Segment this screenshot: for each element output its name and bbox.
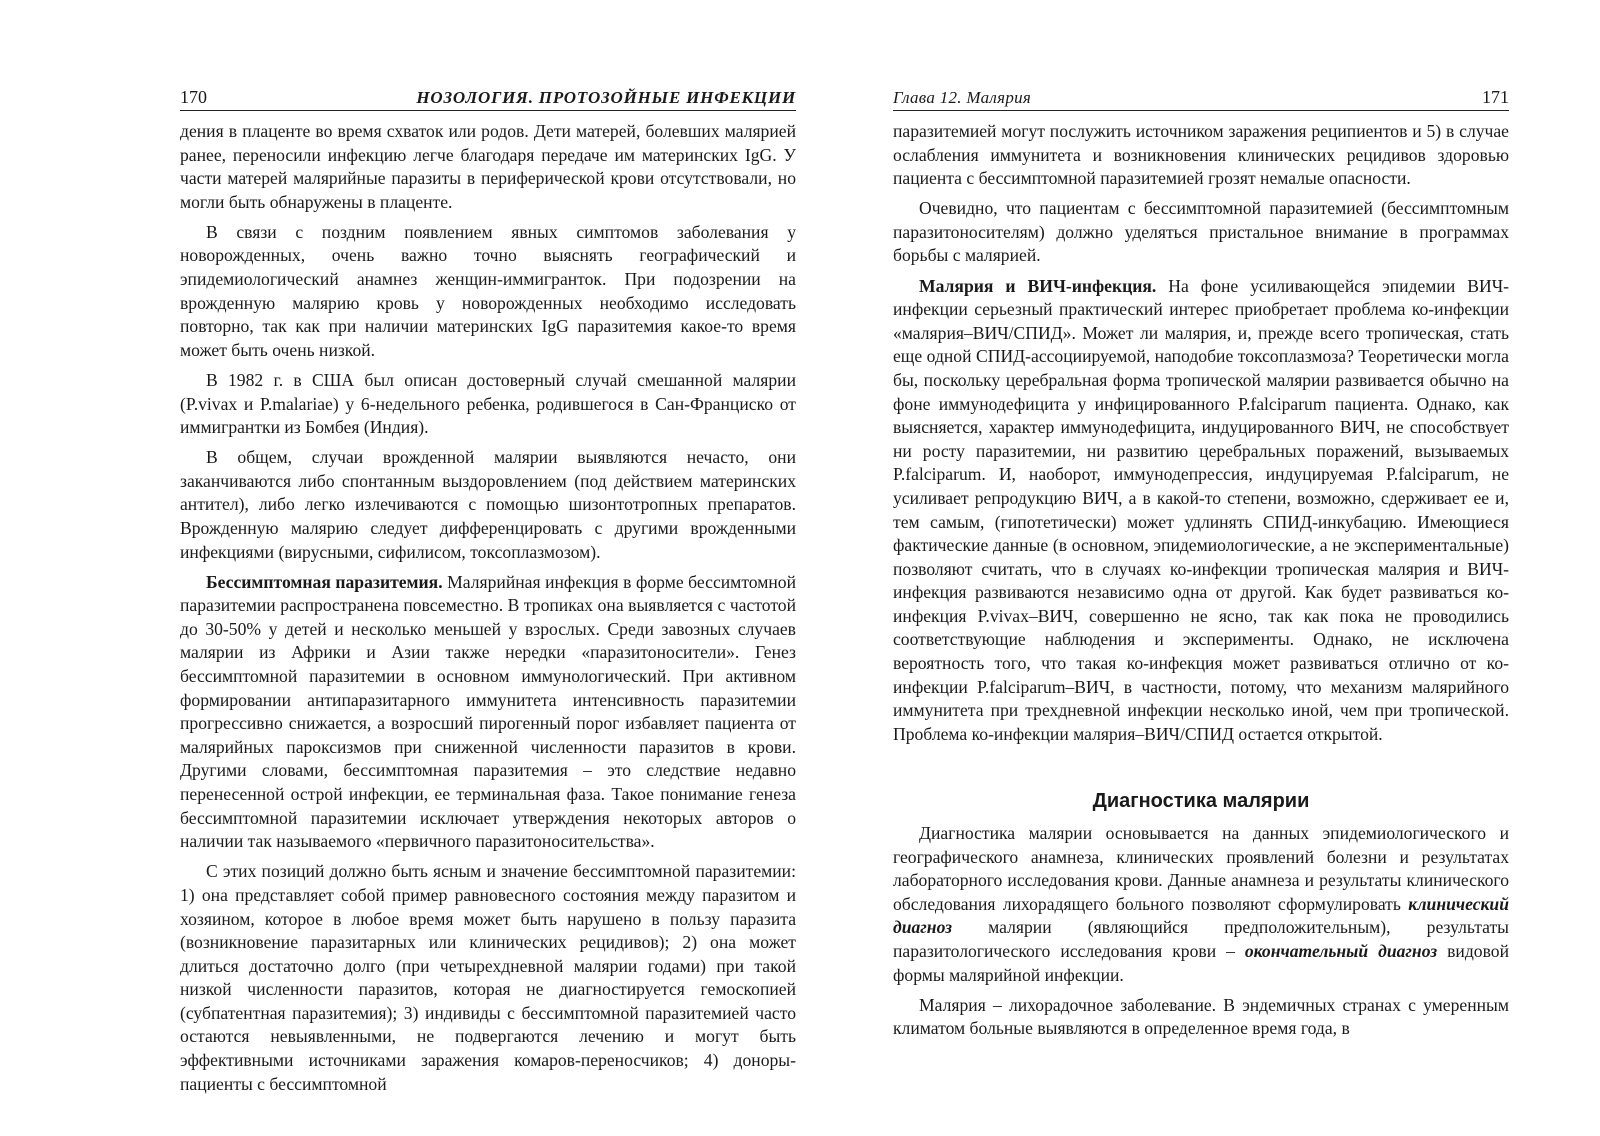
paragraph-text: малярии (являющийся предположительным), результаты паразитологического исследования крови – bbox=[893, 917, 1509, 961]
paragraph-text: Малярийная инфекция в форме бессимтомной паразитемии распространена повсеместно. В тропиках она выявляется с частотой до 30-50% у детей и несколько меньшей у взрослых. Среди завозных случаев малярии из Африки и Азии также нередки «паразитоносители». Генез бессимптомной паразитемии в основном иммунологический. При активном формировании антипаразитарного иммунитета интенсивность паразитемии прогрессивно снижается, а возросший пирогенный порог избавляет пациента от малярийных пароксизмов при сниженной численности паразитов в крови. Другими словами, бессимптомная паразитемия – это следствие недавно перенесенной острой инфекции, ее терминальная фаза. Такое понимание генеза бессимптомной паразитемии исключает утверждения некоторых авторов о наличии так называемого «первичного паразитоносительства». bbox=[180, 571, 797, 852]
right-page-body bbox=[893, 120, 1509, 1047]
paragraph: Очевидно, что пациентам с бессимптомной паразитемией (бессимптомным паразитоносителям) должно уделяться пристальное внимание в программах борьбы с малярией. bbox=[893, 198, 1509, 266]
page-number-left: 170 bbox=[180, 87, 207, 107]
left-page bbox=[180, 0, 796, 1136]
left-page-body bbox=[180, 120, 796, 1103]
paragraph-text: Диагностика малярии основывается на данных эпидемиологического и географического анамнеза, клинических проявлений болезни и результатах лабораторного исследования крови. Данные анамнеза и результаты клинического обследования лихорадящего больного позволяют сформулировать bbox=[893, 823, 1509, 914]
paragraph: С этих позиций должно быть ясным и значение бессимптомной паразитемии: 1) она представляет собой пример равновесного состояния между паразитом и хозяином, которое в любое время может быть нарушено в пользу паразита (возникновение паразитарных или клинических рецидивов); 2) она может длиться достаточно долго (при четырехдневной малярии годами) при такой низкой численности паразитов, которая не диагностируется гемоскопией (субпатентная паразитемия); 3) индивиды с бессимптомной паразитемией часто остаются невыявленными, не подвергаются лечению и могут быть эффективными источниками заражения комаров-переносчиков; 4) доноры-пациенты с бессимптомной bbox=[180, 861, 796, 1094]
paragraph-text: На фоне усиливающейся эпидемии ВИЧ-инфекции серьезный практический интерес приобретает проблема ко-инфекции «малярия–ВИЧ/СПИД». Может ли малярия, и, прежде всего тропическая, стать еще одной СПИД-ассоциируемой, наподобие токсоплазмоза? Теоретически могла бы, поскольку церебральная форма тропической малярии развивается обычно на фоне иммунодефицита у инфицированного P.falciparum пациента. Однако, как выясняется, характер иммунодефицита, индуцированного ВИЧ, не способствует ни росту паразитемии, ни развитию церебральных поражений, вызываемых P.falciparum. И, наоборот, иммунодепрессия, индуцируемая P.falciparum, не усиливает репродукцию ВИЧ, а в какой-то степени, возможно, сдерживает ее и, тем самым, (гипотетически) может удлинять СПИД-инкубацию. Имеющиеся фактические данные (в основном, эпидемиологические, а не экспериментальные) позволяют считать, что в случаях ко-инфекции тропическая малярия и ВИЧ-инфекция развиваются независимо одна от другой. Как будет развиваться ко-инфекция P.vivax–ВИЧ, совершенно не ясно, так как пока не проводились соответствующие наблюдения и эксперименты. Однако, не исключена вероятность того, что такая ко-инфекция может развиваться отлично от ко-инфекции P.falciparum–ВИЧ, в частности, потому, что механизм малярийного иммунитета при трехдневной инфекции несколько иной, чем при тропической. Проблема ко-инфекции малярия–ВИЧ/СПИД остается открытой. bbox=[893, 275, 1509, 744]
emphasis-term: окончательный диагноз bbox=[1244, 941, 1438, 961]
paragraph: В связи с поздним появлением явных симптомов заболевания у новорожденных, очень важно точно выяснять географический и эпидемиологический анамнез женщин-иммигранток. При подозрении на врожденную малярию кровь у новорожденных необходимо исследовать повторно, так как при наличии материнских IgG паразитемия какое-то время может быть очень низкой. bbox=[180, 221, 796, 360]
paragraph bbox=[893, 822, 1509, 987]
paragraph: паразитемией могут послужить источником заражения реципиентов и 5) в случае ослабления иммунитета и возникновения клинических рецидивов здоровью пациента с бессимптомной паразитемией грозят немалые опасности. bbox=[893, 121, 1509, 189]
paragraph-text: видовой формы малярийной инфекции. bbox=[893, 941, 1509, 985]
run-in-heading: Малярия и ВИЧ-инфекция. bbox=[919, 275, 1157, 296]
run-in-heading: Бессимптомная паразитемия. bbox=[206, 571, 443, 592]
emphasis-term: клинический диагноз bbox=[893, 893, 1509, 938]
running-head-title-left: НОЗОЛОГИЯ. ПРОТОЗОЙНЫЕ ИНФЕКЦИИ bbox=[416, 88, 796, 107]
running-head-right bbox=[893, 86, 1509, 111]
running-head-title-right: Глава 12. Малярия bbox=[893, 88, 1032, 107]
running-head-left bbox=[180, 86, 796, 111]
paragraph bbox=[180, 571, 796, 854]
paragraph: В 1982 г. в США был описан достоверный случай смешанной малярии (P.vivax и P.malariae) у 6-недельного ребенка, родившегося в Сан-Франциско от иммигрантки из Бомбея (Индия). bbox=[180, 369, 796, 438]
page-number-right: 171 bbox=[1482, 87, 1509, 107]
paragraph: дения в плаценте во время схваток или родов. Дети матерей, болевших малярией ранее, переносили инфекцию легче благодаря передаче им материнских IgG. У части матерей малярийные паразиты в периферической крови отсутствовали, но могли быть обнаружены в плаценте. bbox=[180, 121, 796, 212]
section-heading: Диагностика малярии bbox=[1092, 790, 1310, 813]
right-page bbox=[893, 0, 1509, 1136]
paragraph: Малярия – лихорадочное заболевание. В эндемичных странах с умеренным климатом больные выявляются в определенное время года, в bbox=[893, 994, 1509, 1039]
paragraph: В общем, случаи врожденной малярии выявляются нечасто, они заканчиваются либо спонтанным выздоровлением (под действием материнских антител), либо легко излечиваются с помощью шизонтотропных препаратов. Врожденную малярию следует дифференцировать с другими врожденными инфекциями (вирусными, сифилисом, токсоплазмозом). bbox=[180, 447, 796, 562]
paragraph bbox=[893, 275, 1509, 747]
